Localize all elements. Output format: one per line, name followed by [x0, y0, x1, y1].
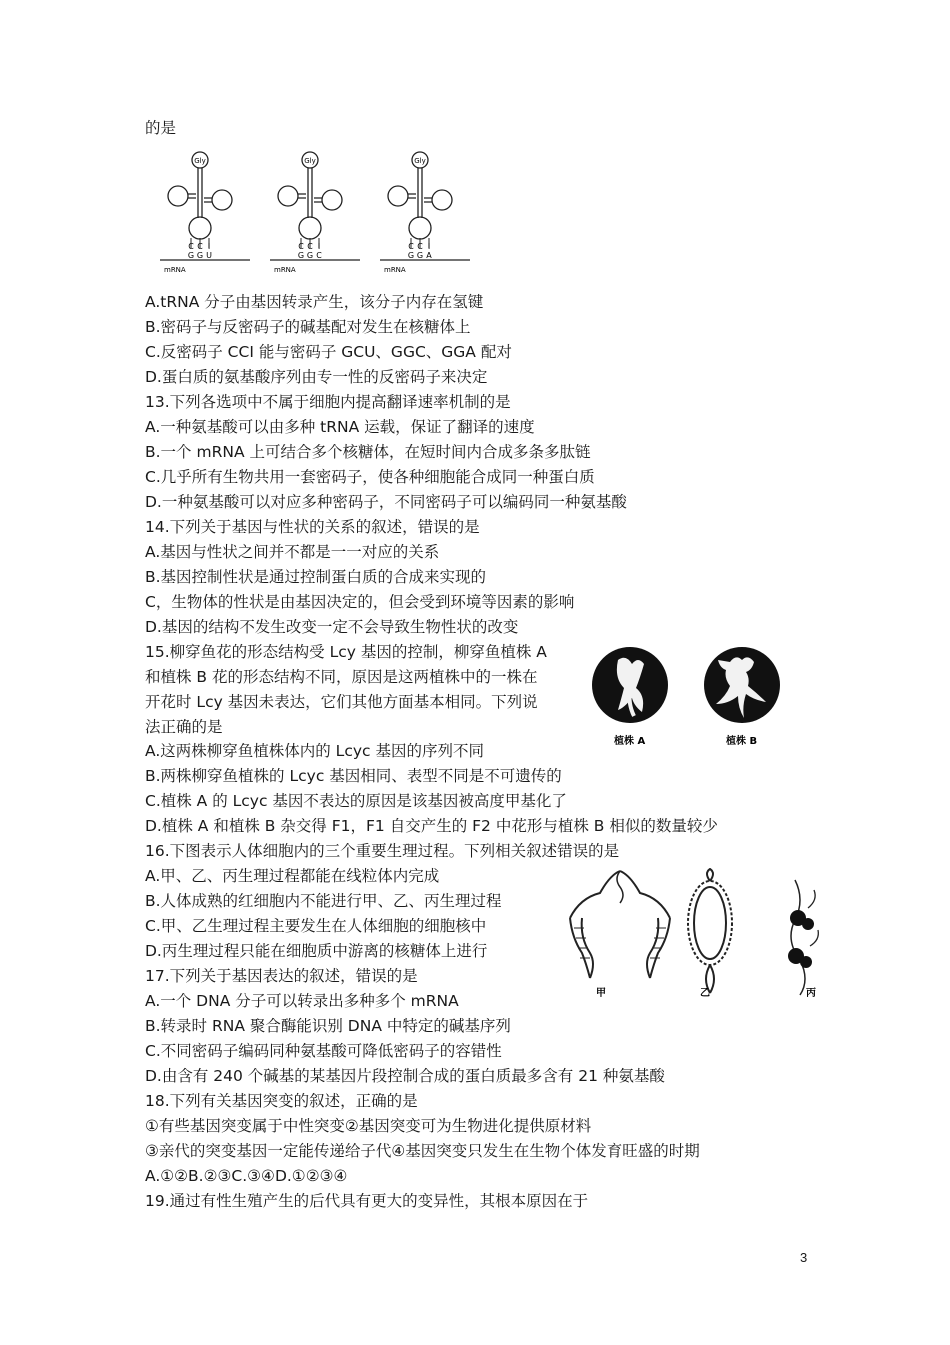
- plant-figure: [590, 640, 790, 750]
- text-line: 开花时 Lcy 基因未表达，它们其他方面基本相同。下列说: [145, 693, 538, 711]
- anticodon-base: C: [298, 242, 304, 251]
- text-line: D.由含有 240 个碱基的某基因片段控制合成的蛋白质最多含有 21 种氨基酸: [145, 1067, 665, 1085]
- codon-base: U: [206, 251, 212, 260]
- text-line: 和植株 B 花的形态结构不同，原因是这两植株中的一株在: [145, 668, 538, 686]
- codon-base: G: [196, 251, 204, 260]
- anticodon-base: C: [197, 242, 203, 251]
- text-line: C，生物体的性状是由基因决定的，但会受到环境等因素的影响: [145, 593, 575, 611]
- text-line: A.①②B.②③C.③④D.①②③④: [145, 1167, 348, 1185]
- process-label-yi: 乙: [700, 988, 710, 999]
- mrna-label: mRNA: [274, 266, 296, 274]
- text-line: A.这两株柳穿鱼植株体内的 Lcyc 基因的序列不同: [145, 742, 484, 760]
- text-line: D.蛋白质的氨基酸序列由专一性的反密码子来决定: [145, 368, 488, 386]
- text-line: A.tRNA 分子由基因转录产生，该分子内存在氢键: [145, 293, 484, 311]
- codon-base: C: [316, 251, 322, 260]
- anticodon-base: C: [417, 242, 423, 251]
- plant-a-label: 植株 A: [614, 736, 646, 747]
- text-line: A.甲、乙、丙生理过程都能在线粒体内完成: [145, 867, 440, 885]
- text-line: 17.下列关于基因表达的叙述，错误的是: [145, 967, 418, 985]
- page-number: 3: [800, 1250, 808, 1265]
- text-line: 16.下图表示人体细胞内的三个重要生理过程。下列相关叙述错误的是: [145, 842, 620, 860]
- text-line: B.两株柳穿鱼植株的 Lcyc 基因相同、表型不同是不可遗传的: [145, 767, 562, 785]
- codon-base: G: [306, 251, 314, 260]
- mrna-label: mRNA: [164, 266, 186, 274]
- text-line: B.基因控制性状是通过控制蛋白质的合成来实现的: [145, 568, 487, 586]
- text-line: C.反密码子 CCI 能与密码子 GCU、GGC、GGA 配对: [145, 343, 512, 361]
- text-line: D.一种氨基酸可以对应多种密码子，不同密码子可以编码同一种氨基酸: [145, 493, 627, 511]
- text-line: B.转录时 RNA 聚合酶能识别 DNA 中特定的碱基序列: [145, 1017, 511, 1035]
- text-line: B.一个 mRNA 上可结合多个核糖体，在短时间内合成多条多肽链: [145, 443, 591, 461]
- text-line: D.丙生理过程只能在细胞质中游离的核糖体上进行: [145, 942, 488, 960]
- text-line: D.植株 A 和植株 B 杂交得 F1，F1 自交产生的 F2 中花形与植株 B 相似的数量较少: [145, 817, 718, 835]
- codon-base: G: [416, 251, 424, 260]
- codon-base: A: [426, 251, 432, 260]
- text-line: B.人体成熟的红细胞内不能进行甲、乙、丙生理过程: [145, 892, 502, 910]
- text-line: ③亲代的突变基因一定能传递给子代④基因突变只发生在生物个体发育旺盛的时期: [145, 1142, 700, 1160]
- process-label-jia: 甲: [596, 988, 606, 999]
- process-bing-translation: [788, 880, 818, 995]
- text-line: C.植株 A 的 Lcyc 基因不表达的原因是该基因被高度甲基化了: [145, 792, 567, 810]
- codon-base: G: [187, 251, 195, 260]
- anticodon-base: I: [317, 242, 321, 251]
- codon-base: G: [407, 251, 415, 260]
- text-line: B.密码子与反密码子的碱基配对发生在核糖体上: [145, 318, 471, 336]
- plant-b-flower: [704, 647, 780, 723]
- text-line: 的是: [145, 119, 177, 137]
- text-line: 法正确的是: [145, 718, 223, 736]
- text-line: A.一种氨基酸可以由多种 tRNA 运载，保证了翻译的速度: [145, 418, 535, 436]
- text-line: C.不同密码子编码同种氨基酸可降低密码子的容错性: [145, 1042, 502, 1060]
- process-jia-replication: [570, 871, 670, 978]
- anticodon-base: C: [188, 242, 194, 251]
- amino-acid-label: Gly: [194, 157, 206, 165]
- text-line: 15.柳穿鱼花的形态结构受 Lcy 基因的控制，柳穿鱼植株 A: [145, 643, 547, 661]
- plant-b-label: 植株 B: [726, 736, 758, 747]
- trna-figure: [150, 148, 470, 278]
- process-figure: [560, 868, 845, 1003]
- text-line: A.基因与性状之间并不都是一一对应的关系: [145, 543, 440, 561]
- text-line: 14.下列关于基因与性状的关系的叙述，错误的是: [145, 518, 480, 536]
- anticodon-base: C: [408, 242, 414, 251]
- anticodon-base: I: [207, 242, 211, 251]
- plant-a-flower: [592, 647, 668, 723]
- trna-molecule: [380, 152, 470, 274]
- anticodon-base: C: [307, 242, 313, 251]
- trna-molecule: [270, 152, 360, 274]
- text-line: C.甲、乙生理过程主要发生在人体细胞的细胞核中: [145, 917, 487, 935]
- anticodon-base: I: [427, 242, 431, 251]
- amino-acid-label: Gly: [304, 157, 316, 165]
- trna-molecule: [160, 152, 250, 274]
- text-line: ①有些基因突变属于中性突变②基因突变可为生物进化提供原材料: [145, 1117, 592, 1135]
- text-line: C.几乎所有生物共用一套密码子，使各种细胞能合成同一种蛋白质: [145, 468, 595, 486]
- text-line: 13.下列各选项中不属于细胞内提高翻译速率机制的是: [145, 393, 511, 411]
- text-line: 19.通过有性生殖产生的后代具有更大的变异性，其根本原因在于: [145, 1192, 589, 1210]
- process-label-bing: 丙: [806, 988, 816, 999]
- text-line: 18.下列有关基因突变的叙述，正确的是: [145, 1092, 418, 1110]
- text-line: A.一个 DNA 分子可以转录出多种多个 mRNA: [145, 992, 459, 1010]
- process-yi-transcription: [688, 869, 732, 993]
- codon-base: G: [297, 251, 305, 260]
- mrna-label: mRNA: [384, 266, 406, 274]
- text-line: D.基因的结构不发生改变一定不会导致生物性状的改变: [145, 618, 519, 636]
- amino-acid-label: Gly: [414, 157, 426, 165]
